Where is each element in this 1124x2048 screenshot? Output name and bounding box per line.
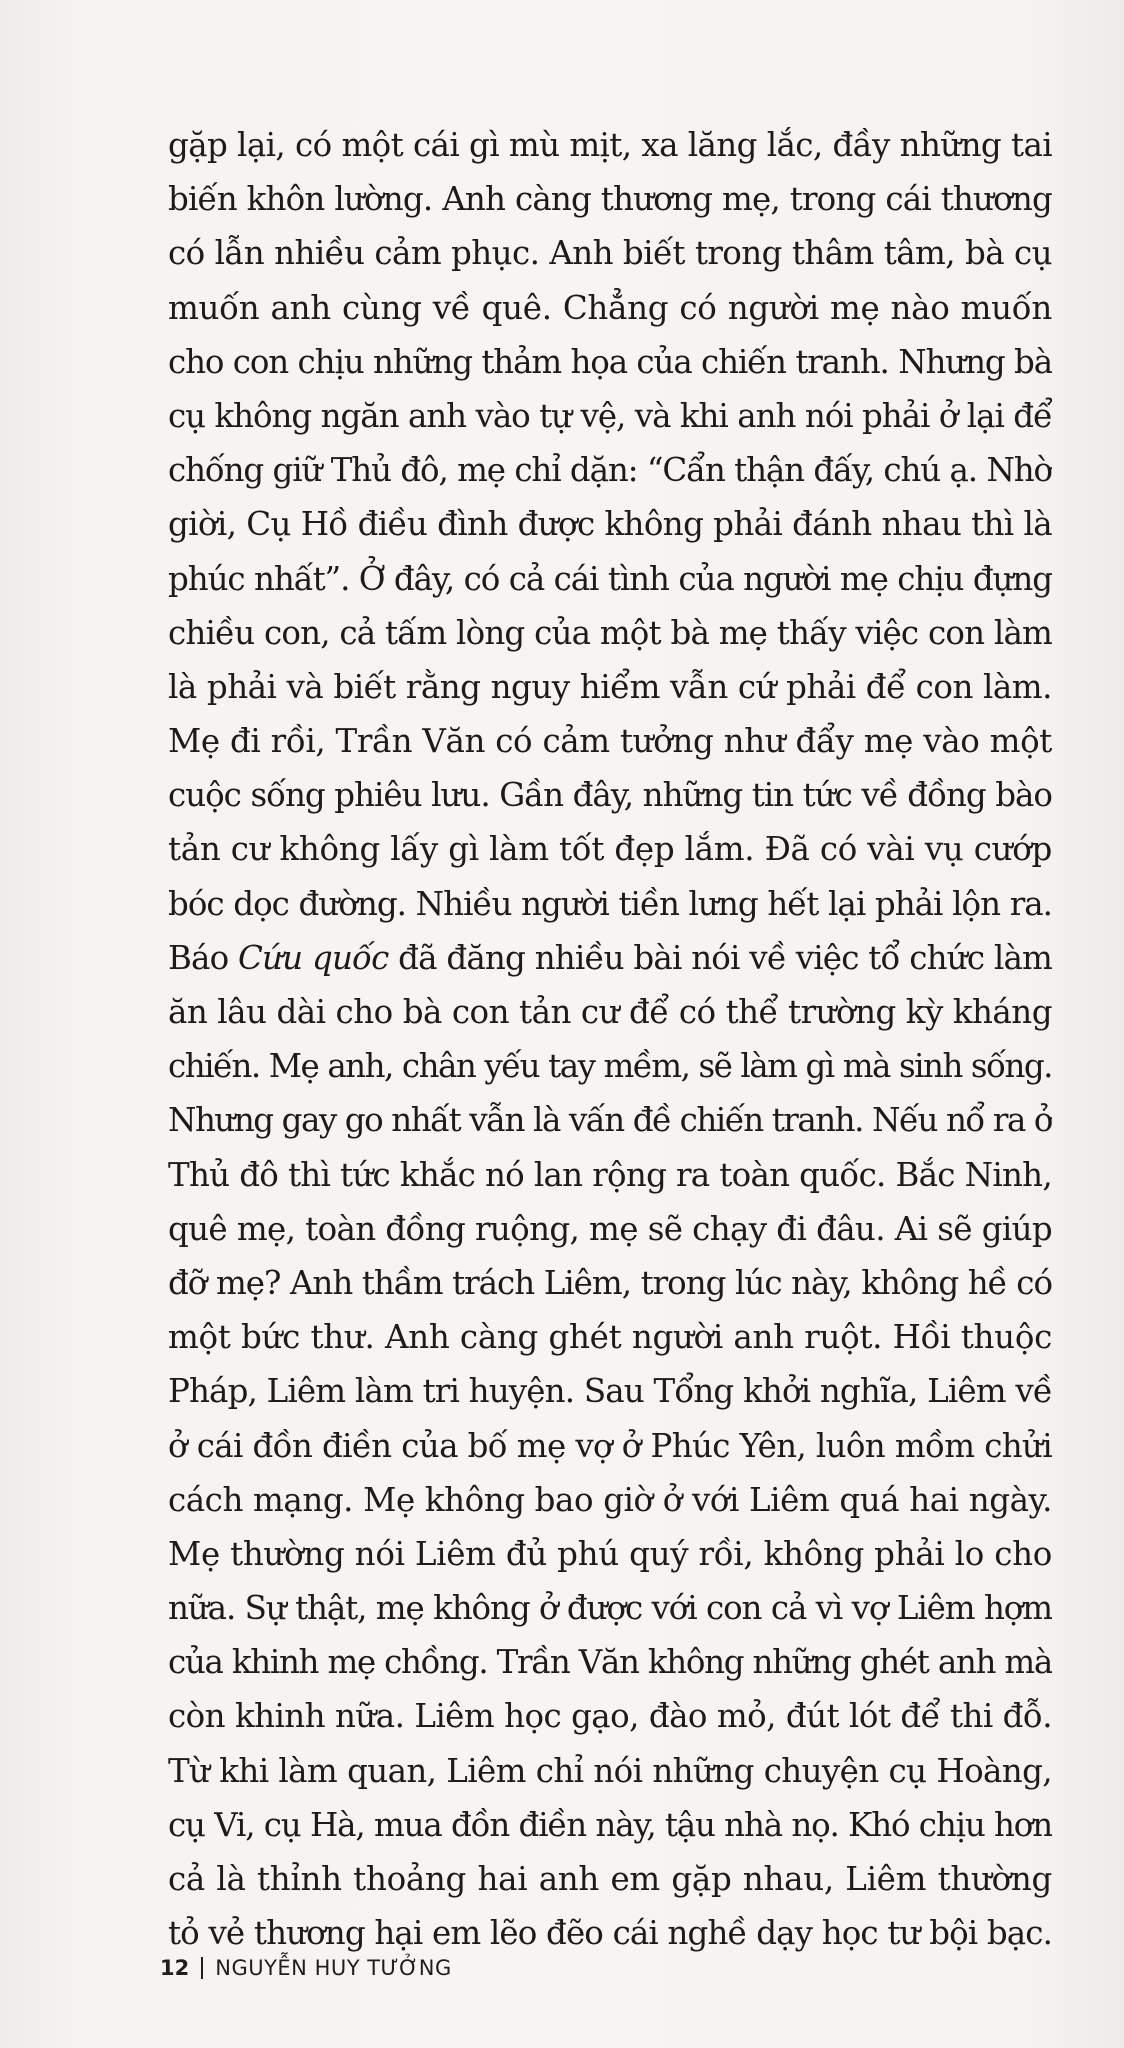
text-line: chiều con, cả tấm lòng của một bà mẹ thấy việc con làm xyxy=(168,613,1052,652)
text-line: giời, Cụ Hồ điều đình được không phải đánh nhau thì là xyxy=(168,505,1052,544)
text-line: cả là thỉnh thoảng hai anh em gặp nhau, Liêm thường xyxy=(168,1860,1052,1898)
text-line: chiến. Mẹ anh, chân yếu tay mềm, sẽ làm gì mà sinh sống. xyxy=(168,1047,1052,1086)
text-line: nữa. Sự thật, mẹ không ở được với con cả vì vợ Liêm hợm xyxy=(168,1589,1052,1628)
text-line: Mẹ thường nói Liêm đủ phú quý rồi, không phải lo cho xyxy=(168,1534,1052,1573)
text-line: tỏ vẻ thương hại em lẽo đẽo cái nghề dạy học tư bội bạc. xyxy=(168,1914,1052,1953)
text-line: cho con chịu những thảm họa của chiến tranh. Nhưng bà xyxy=(168,342,1052,381)
text-line: biến khôn lường. Anh càng thương mẹ, trong cái thương xyxy=(168,180,1052,219)
text-segment: Báo xyxy=(168,938,239,977)
text-line: cuộc sống phiêu lưu. Gần đây, những tin tức về đồng bào xyxy=(168,776,1052,815)
text-line: cách mạng. Mẹ không bao giờ ở với Liêm quá hai ngày. xyxy=(168,1480,1052,1519)
text-line: cụ Vi, cụ Hà, mua đồn điền này, tậu nhà nọ. Khó chịu hơn xyxy=(168,1805,1052,1844)
text-line xyxy=(168,931,1052,985)
text-line: Từ khi làm quan, Liêm chỉ nói những chuyện cụ Hoàng, xyxy=(168,1751,1052,1790)
newspaper-title: Cứu quốc xyxy=(238,938,389,977)
text-line: đỡ mẹ? Anh thầm trách Liêm, trong lúc này, không hề có xyxy=(168,1263,1052,1302)
text-line: tản cư không lấy gì làm tốt đẹp lắm. Đã có vài vụ cướp xyxy=(168,830,1052,869)
text-line: phúc nhất”. Ở đây, có cả cái tình của người mẹ chịu đựng xyxy=(168,559,1052,598)
text-line: bóc dọc đường. Nhiều người tiền lưng hết lại phải lộn ra. xyxy=(168,884,1052,923)
text-line: Nhưng gay go nhất vẫn là vấn đề chiến tranh. Nếu nổ ra ở xyxy=(168,1101,1052,1140)
text-segment: đã đăng nhiều bài nói về việc tổ chức làm xyxy=(388,938,1052,977)
text-line: Thủ đô thì tức khắc nó lan rộng ra toàn quốc. Bắc Ninh, xyxy=(168,1155,1052,1194)
text-line: ăn lâu dài cho bà con tản cư để có thể trường kỳ kháng xyxy=(168,993,1052,1031)
text-line: Pháp, Liêm làm tri huyện. Sau Tổng khởi nghĩa, Liêm về xyxy=(168,1372,1052,1411)
text-line: gặp lại, có một cái gì mù mịt, xa lăng lắc, đầy những tai xyxy=(168,126,1052,164)
text-line: còn khinh nữa. Liêm học gạo, đào mỏ, đút lót để thi đỗ. xyxy=(168,1697,1052,1736)
author-name: NGUYỄN HUY TƯỞNG xyxy=(215,1956,452,1980)
text-line: Mẹ đi rồi, Trần Văn có cảm tưởng như đẩy mẹ vào một xyxy=(168,722,1052,761)
body-paragraph xyxy=(168,118,1052,1960)
text-line: chống giữ Thủ đô, mẹ chỉ dặn: “Cẩn thận đấy, chú ạ. Nhờ xyxy=(168,451,1052,490)
text-line: một bức thư. Anh càng ghét người anh ruột. Hồi thuộc xyxy=(168,1318,1052,1357)
text-line: quê mẹ, toàn đồng ruộng, mẹ sẽ chạy đi đâu. Ai sẽ giúp xyxy=(168,1209,1052,1248)
text-line: có lẫn nhiều cảm phục. Anh biết trong thâm tâm, bà cụ xyxy=(168,234,1052,273)
text-line: là phải và biết rằng nguy hiểm vẫn cứ phải để con làm. xyxy=(168,667,1052,706)
footer-divider xyxy=(201,1957,203,1979)
text-line: của khinh mẹ chồng. Trần Văn không những ghét anh mà xyxy=(168,1643,1052,1682)
text-line: cụ không ngăn anh vào tự vệ, và khi anh nói phải ở lại để xyxy=(168,396,1052,435)
page-number: 12 xyxy=(160,1956,190,1980)
text-line: ở cái đồn điền của bố mẹ vợ ở Phúc Yên, luôn mồm chửi xyxy=(168,1426,1052,1465)
page-footer xyxy=(160,1956,452,1980)
text-line: muốn anh cùng về quê. Chẳng có người mẹ nào muốn xyxy=(168,288,1052,327)
